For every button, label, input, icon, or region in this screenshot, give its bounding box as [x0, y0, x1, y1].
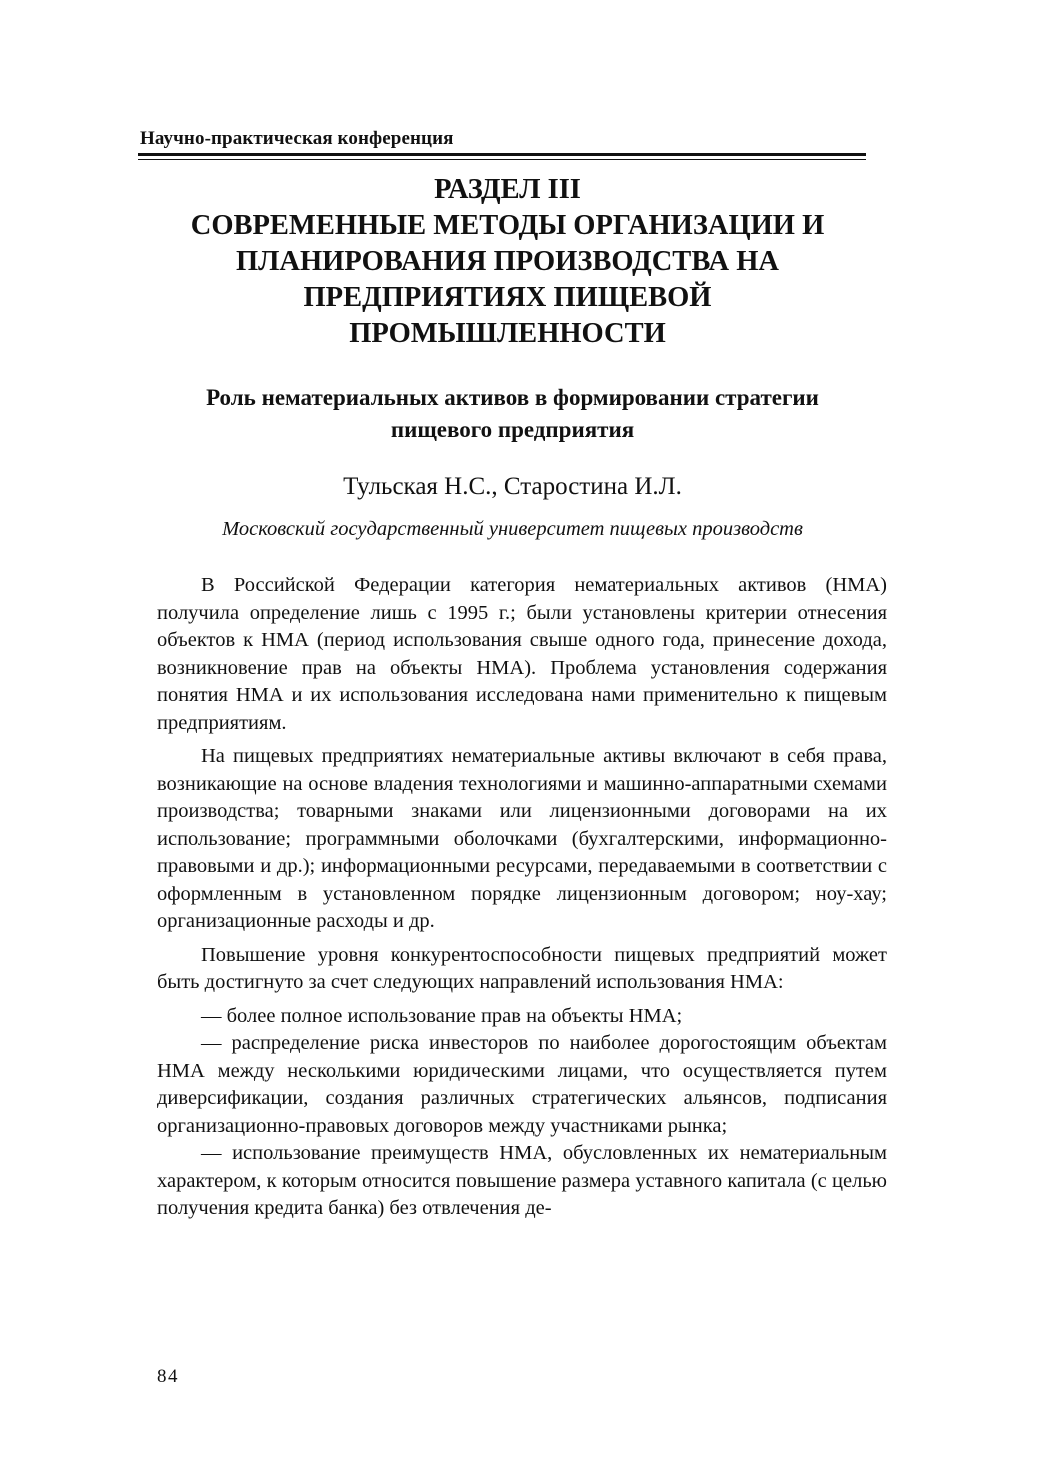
paragraph: В Российской Федерации категория нематериальных активов (НМА) получила определение лишь с 1995 г.; были установлены критерии отнесения объектов к НМА (период использования свыше одного года, принесение дохода, возникновение прав на объекты НМА). Проблема установления содержания понятия НМА и их использования исследована нами применительно к пищевым предприятиям. — [157, 574, 887, 734]
list-item: — более полное использование прав на объекты НМА; — [201, 1004, 683, 1027]
page-number: 84 — [157, 1366, 179, 1387]
section-title-line: СОВРЕМЕННЫЕ МЕТОДЫ ОРГАНИЗАЦИИ И — [190, 210, 825, 241]
header-rule-thin — [138, 159, 866, 160]
list-item: — использование преимуществ НМА, обусловленных их нематериальным характером, к которым относится повышение размера уставного капитала (с целью получения кредита банка) без отвлечения де- — [157, 1142, 887, 1219]
section-title-line: ПРЕДПРИЯТИЯХ ПИЩЕВОЙ — [303, 282, 712, 313]
section-title-line: ПРОМЫШЛЕННОСТИ — [349, 318, 666, 349]
section-title-line: ПЛАНИРОВАНИЯ ПРОИЗВОДСТВА НА — [236, 246, 779, 277]
paragraph: Повышение уровня конкурентоспособности пищевых предприятий может быть достигнуто за счет следующих направлений использования НМА: — [157, 943, 887, 993]
article-title — [140, 382, 885, 446]
section-title — [150, 172, 865, 352]
list-item: — распределение риска инвесторов по наиболее дорогостоящим объектам НМА между несколькими юридическими лицами, что осуществляется путем диверсификации, создания различных стратегических альянсов, подписания организационно-правовых договоров между участниками рынка; — [157, 1032, 887, 1137]
running-header: Научно-практическая конференция — [140, 128, 454, 149]
article-title-line: Роль нематериальных активов в формировании стратегии — [206, 385, 819, 410]
affiliation: Московский государственный университет пищевых производств — [222, 518, 803, 540]
article-title-line: пищевого предприятия — [390, 417, 635, 442]
section-title-line: РАЗДЕЛ III — [434, 174, 581, 205]
authors: Тульская Н.С., Старостина И.Л. — [343, 473, 682, 500]
paragraph: На пищевых предприятиях нематериальные активы включают в себя права, возникающие на основе владения технологиями и машинно-аппаратными схемами производства; товарными знаками или лицензионными договорами на их использование; программными оболочками (бухгалтерскими, информационно-правовыми и др.); информационными ресурсами, передаваемыми в соответствии с оформленным в установленном порядке лицензионным договором; ноу-хау; организационные расходы и др. — [157, 745, 887, 932]
header-rule-thick — [138, 153, 866, 156]
article-body — [157, 572, 887, 1223]
